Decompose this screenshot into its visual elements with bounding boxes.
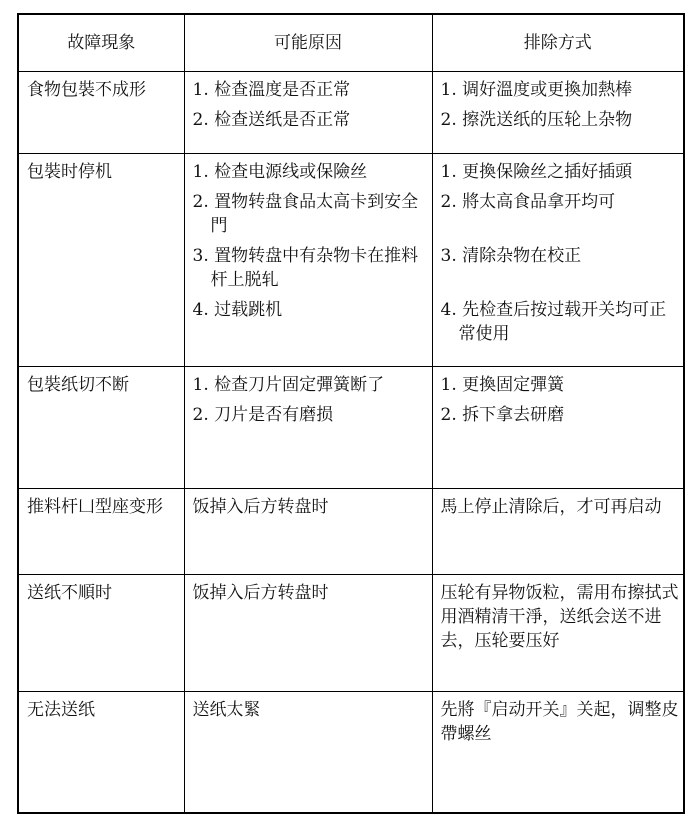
fix-cell [432,489,684,575]
fix-cell [432,72,684,154]
fix-item: 压轮有异物饭粒，需用布擦拭式用酒精清干淨，送纸会送不进去，压轮要压好 [440,583,679,651]
fix-item: 2. 擦洗送纸的压轮上杂物 [440,110,633,130]
fix-item: 3. 清除杂物在校正 [440,246,582,266]
header-row [18,14,684,72]
symptom-cell: 无法送纸 [18,692,184,813]
symptom-cell: 食物包裝不成形 [18,72,184,154]
cause-item: 1. 检查电源线或保險丝 [192,162,368,182]
fix-item: 馬上停止清除后，才可再启动 [440,497,662,517]
cause-item: 1. 检查溫度是否正常 [192,80,351,100]
cause-cell [184,72,432,154]
table-row [18,367,684,489]
cause-item: 2. 置物转盘食品太高卡到安全門 [192,192,419,236]
fix-item: 1. 调好溫度或更換加熱棒 [440,80,633,100]
fix-item: 2. 將太高食品拿开均可 [440,192,616,212]
fix-item: 先將『启动开关』关起，调整皮帶螺丝 [440,700,679,744]
table-row [18,489,684,575]
symptom-cell: 包裝纸切不断 [18,367,184,489]
cause-item: 2. 刀片是否有磨损 [192,405,334,425]
cause-item: 1. 检查刀片固定彈簧断了 [192,375,385,395]
fix-item: 1. 更換固定彈簧 [440,375,565,395]
cause-cell [184,489,432,575]
symptom-cell: 推料杆凵型座变形 [18,489,184,575]
fix-item: 1. 更換保險丝之插好插頭 [440,162,633,182]
cause-cell [184,367,432,489]
symptom-cell: 送纸不順时 [18,575,184,692]
cause-item: 3. 置物转盘中有杂物卡在推料杆上脱轧 [192,246,419,290]
cause-cell [184,692,432,813]
fix-cell [432,154,684,367]
cause-item: 饭掉入后方转盘时 [192,583,329,603]
fix-item: 2. 拆下拿去研磨 [440,405,565,425]
fix-cell [432,575,684,692]
symptom-cell: 包裝时停机 [18,154,184,367]
cause-item: 2. 检查送纸是否正常 [192,110,351,130]
troubleshooting-table [17,13,685,814]
fix-cell [432,367,684,489]
cause-item: 送纸太緊 [192,700,261,720]
table-row [18,575,684,692]
cause-cell [184,154,432,367]
header-fix: 排除方式 [432,14,684,72]
fix-item: 4. 先检查后按过载开关均可正常使用 [440,300,667,344]
table-row [18,72,684,154]
cause-cell [184,575,432,692]
header-cause: 可能原因 [184,14,432,72]
fix-cell [432,692,684,813]
table-row [18,692,684,813]
cause-item: 饭掉入后方转盘时 [192,497,329,517]
cause-item: 4. 过载跳机 [192,300,283,320]
table-row [18,154,684,367]
header-symptom: 故障現象 [18,14,184,72]
